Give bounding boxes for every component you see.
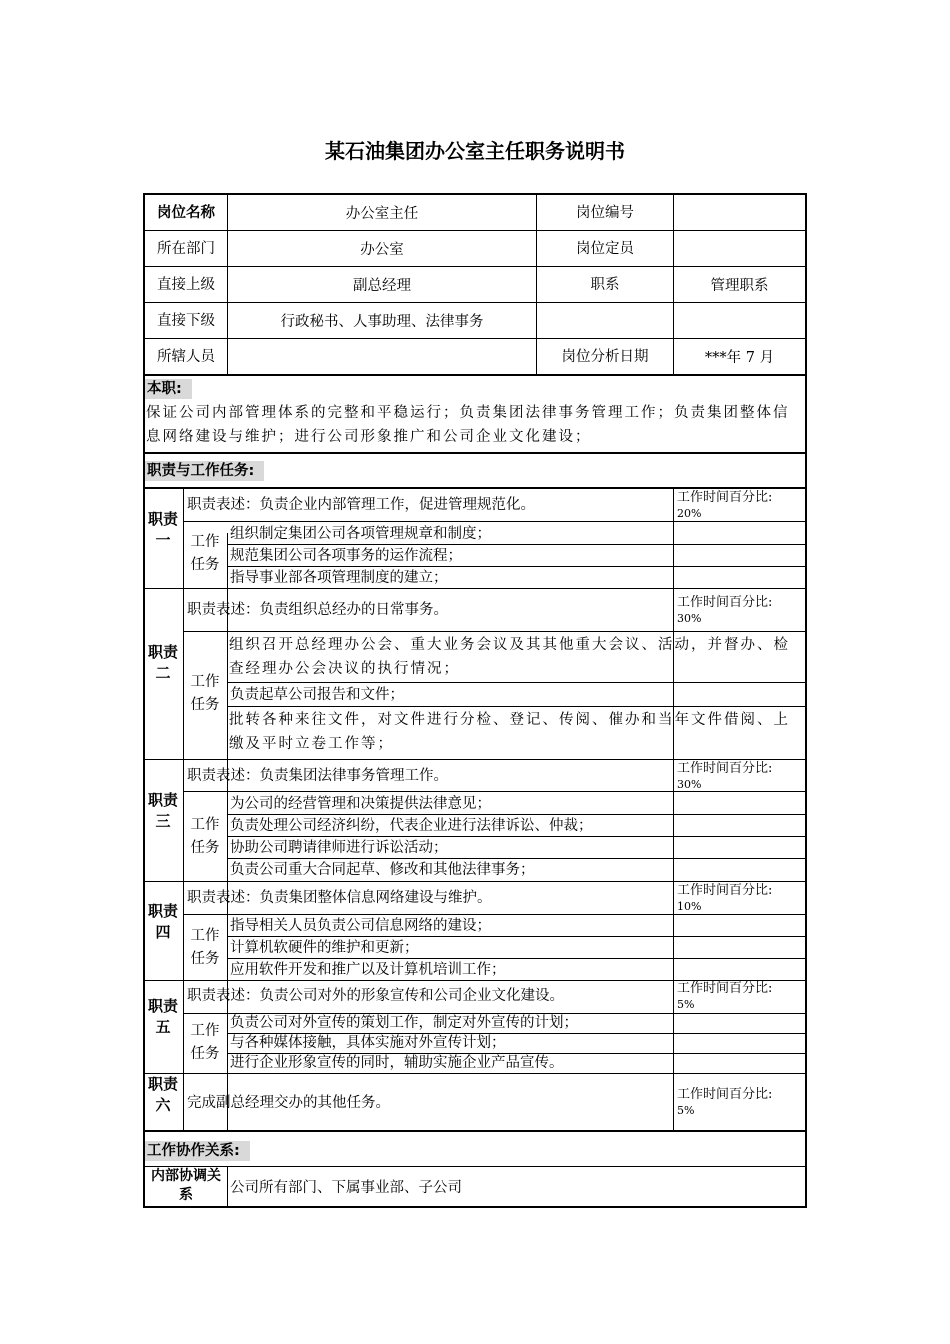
analysis-date-value: ***年 7 月	[704, 350, 775, 366]
responsibility-3-task-3: 协助公司聘请律师进行诉讼活动；	[230, 840, 448, 856]
collab-section-label: 工作协作关系:	[145, 1141, 250, 1161]
dept-value: 办公室	[360, 242, 404, 258]
headcount-label: 岗位定员	[576, 241, 634, 257]
responsibility-3-time-label: 工作时间百分比:	[677, 761, 773, 776]
duty-text: 保证公司内部管理体系的完整和平稳运行；负责集团法律事务管理工作；负责集团整体信息网络建设与维护；进行公司形象推广和公司企业文化建设；	[146, 405, 790, 445]
responsibility-5-task-label: 工作任务	[190, 1023, 220, 1062]
responsibility-5-name: 职责五	[147, 997, 178, 1036]
table-border-right	[805, 193, 807, 1208]
subordinate-label: 直接下级	[157, 313, 215, 329]
responsibility-4-percent: 10%	[677, 900, 702, 913]
responsibility-2-task-3: 批转各种来往文件，对文件进行分检、登记、传阅、催办和当年文件借阅、上缴及平时立卷工作等；	[229, 712, 790, 752]
responsibility-2-task-label: 工作任务	[190, 674, 220, 713]
responsibility-6-percent: 5%	[677, 1104, 695, 1117]
responsibility-2-name: 职责二	[147, 643, 178, 682]
responsibility-3-statement: 职责表述：负责集团法律事务管理工作。	[187, 768, 448, 784]
responsibility-1-name: 职责一	[147, 510, 178, 549]
page-title: 某石油集团办公室主任职务说明书	[325, 139, 625, 163]
responsibility-5-task-2: 与各种媒体接触，具体实施对外宣传计划；	[230, 1035, 506, 1051]
responsibility-1-statement: 职责表述：负责企业内部管理工作，促进管理规范化。	[187, 497, 535, 513]
post-no-label: 岗位编号	[576, 205, 634, 221]
responsibility-3-task-4: 负责公司重大合同起草、修改和其他法律事务；	[230, 862, 535, 878]
responsibility-6-statement: 完成副总经理交办的其他任务。	[187, 1095, 390, 1111]
responsibility-3-name: 职责三	[147, 791, 178, 830]
series-label: 职系	[590, 277, 620, 293]
responsibility-6-time-label: 工作时间百分比:	[677, 1087, 773, 1102]
responsibility-5-percent: 5%	[677, 998, 695, 1011]
responsibility-1-task-3: 指导事业部各项管理制度的建立；	[230, 570, 448, 586]
responsibility-section-label: 职责与工作任务:	[145, 461, 264, 481]
responsibility-2-statement: 职责表述：负责组织总经办的日常事务。	[187, 602, 448, 618]
responsibility-1-percent: 20%	[677, 507, 702, 520]
table-border-bottom	[143, 1206, 807, 1208]
responsibility-4-task-2: 计算机软硬件的维护和更新；	[230, 940, 419, 956]
responsibility-5-task-1: 负责公司对外宣传的策划工作，制定对外宣传的计划；	[230, 1015, 578, 1031]
responsibility-4-task-label: 工作任务	[190, 928, 220, 967]
internal-collab-label: 内部协调关系	[151, 1168, 221, 1203]
superior-value: 副总经理	[353, 278, 411, 294]
responsibility-4-name: 职责四	[147, 902, 178, 941]
post-name-label: 岗位名称	[157, 205, 215, 221]
responsibility-1-task-1: 组织制定集团公司各项管理规章和制度；	[230, 526, 491, 542]
responsibility-4-task-3: 应用软件开发和推广以及计算机培训工作；	[230, 962, 506, 978]
internal-collab-value: 公司所有部门、下属事业部、子公司	[230, 1180, 462, 1196]
responsibility-3-percent: 30%	[677, 778, 702, 791]
responsibility-5-task-3: 进行企业形象宣传的同时，辅助实施企业产品宣传。	[230, 1055, 564, 1071]
analysis-date-label: 岗位分析日期	[561, 349, 649, 365]
responsibility-2-task-2: 负责起草公司报告和文件；	[230, 687, 404, 703]
series-value: 管理职系	[710, 278, 769, 294]
responsibility-3-task-1: 为公司的经营管理和决策提供法律意见；	[230, 796, 491, 812]
responsibility-2-task-1: 组织召开总经理办公会、重大业务会议及其其他重大会议、活动，并督办、检查经理办公会决议的执行情况；	[229, 637, 790, 677]
responsibility-2-time-label: 工作时间百分比:	[677, 595, 773, 610]
post-name-value: 办公室主任	[345, 206, 419, 222]
responsibility-5-time-label: 工作时间百分比:	[677, 981, 773, 996]
responsibility-5-statement: 职责表述：负责公司对外的形象宣传和公司企业文化建设。	[187, 988, 564, 1004]
staff-label: 所辖人员	[157, 349, 215, 365]
responsibility-4-task-1: 指导相关人员负责公司信息网络的建设；	[230, 918, 491, 934]
responsibility-1-task-2: 规范集团公司各项事务的运作流程；	[230, 548, 462, 564]
dept-label: 所在部门	[157, 241, 215, 257]
responsibility-4-statement: 职责表述：负责集团整体信息网络建设与维护。	[187, 890, 492, 906]
responsibility-2-percent: 30%	[677, 612, 702, 625]
subordinate-value: 行政秘书、人事助理、法律事务	[280, 314, 484, 330]
responsibility-3-task-2: 负责处理公司经济纠纷，代表企业进行法律诉讼、仲裁；	[230, 818, 593, 834]
job-description-table	[143, 193, 807, 1208]
responsibility-1-task-label: 工作任务	[190, 534, 220, 573]
responsibility-6-name: 职责六	[147, 1075, 178, 1114]
responsibility-4-time-label: 工作时间百分比:	[677, 883, 773, 898]
responsibility-3-task-label: 工作任务	[190, 817, 220, 856]
table-border-top	[143, 193, 807, 195]
superior-label: 直接上级	[157, 277, 215, 293]
responsibility-1-time-label: 工作时间百分比:	[677, 490, 773, 505]
duty-section-label: 本职:	[145, 379, 192, 399]
